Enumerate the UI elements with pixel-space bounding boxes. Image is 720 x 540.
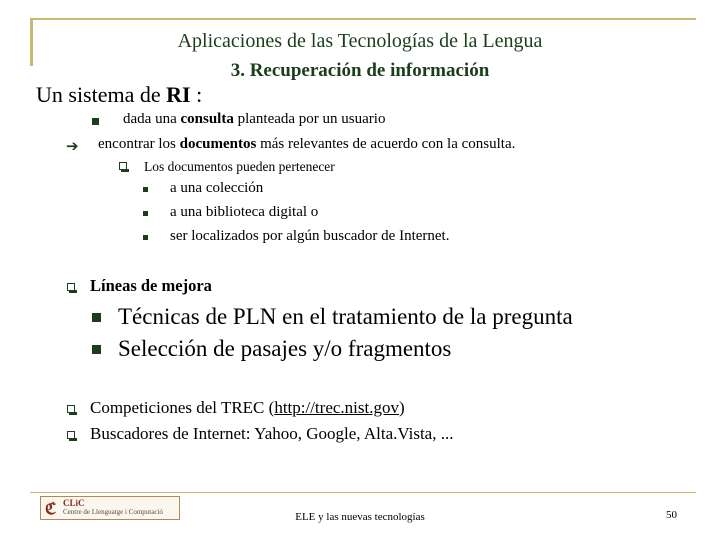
intro-line-2	[98, 136, 515, 153]
hollow-square-bullet-icon	[67, 405, 75, 413]
intro-text: encontrar los	[98, 136, 180, 152]
tiny-square-bullet-icon	[143, 235, 148, 240]
slide-title: Aplicaciones de las Tecnologías de la Lengua	[177, 30, 543, 52]
intro-text: dada una	[123, 111, 181, 127]
tiny-square-bullet-icon	[143, 187, 148, 192]
slide-subtitle	[36, 82, 202, 108]
trec-text: )	[398, 398, 405, 417]
logo-mark-icon: ℭ	[45, 501, 57, 518]
hollow-square-bullet-icon	[119, 162, 127, 170]
hollow-square-bullet-icon	[67, 431, 75, 439]
square-bullet-icon	[92, 313, 101, 322]
sub-item: ser localizados por algún buscador de Internet.	[170, 228, 450, 244]
square-bullet-icon	[92, 345, 101, 354]
page-number: 50	[666, 509, 677, 521]
intro-text: planteada por un usuario	[233, 111, 386, 127]
subtitle-bold: RI	[166, 82, 191, 107]
trec-point	[90, 398, 405, 418]
mejora-item: Selección de pasajes y/o fragmentos	[118, 336, 452, 361]
mejora-heading: Líneas de mejora	[90, 276, 212, 295]
sub-item: a una biblioteca digital o	[170, 204, 319, 220]
square-bullet-icon	[92, 118, 99, 125]
footer-divider	[30, 492, 696, 493]
mejora-item: Técnicas de PLN en el tratamiento de la pregunta	[118, 304, 573, 329]
intro-bold: documentos	[179, 136, 257, 152]
footer-center-text: ELE y las nuevas tecnologías	[295, 511, 425, 523]
tiny-square-bullet-icon	[143, 211, 148, 216]
arrow-right-icon: ➔	[66, 139, 79, 155]
sub-point: Los documentos pueden pertenecer	[144, 159, 335, 174]
subtitle-suffix: :	[190, 82, 203, 107]
buscadores-point: Buscadores de Internet: Yahoo, Google, Alta.Vista, ...	[90, 424, 454, 443]
subtitle-prefix: Un sistema de	[36, 82, 167, 107]
logo-sub: Centre de Llenguatge i Computació	[63, 508, 163, 516]
trec-link[interactable]: http://trec.nist.gov	[274, 398, 399, 417]
logo-name: CLiC	[63, 498, 85, 508]
header-frame-top	[30, 18, 696, 20]
hollow-square-bullet-icon	[67, 283, 75, 291]
intro-bold: consulta	[180, 111, 234, 127]
intro-line-1	[123, 111, 385, 128]
trec-text: Competiciones del TREC (	[90, 398, 275, 417]
slide-section-title: 3. Recuperación de información	[230, 60, 490, 81]
intro-text: más relevantes de acuerdo con la consulta.	[256, 136, 516, 152]
sub-item: a una colección	[170, 180, 264, 196]
